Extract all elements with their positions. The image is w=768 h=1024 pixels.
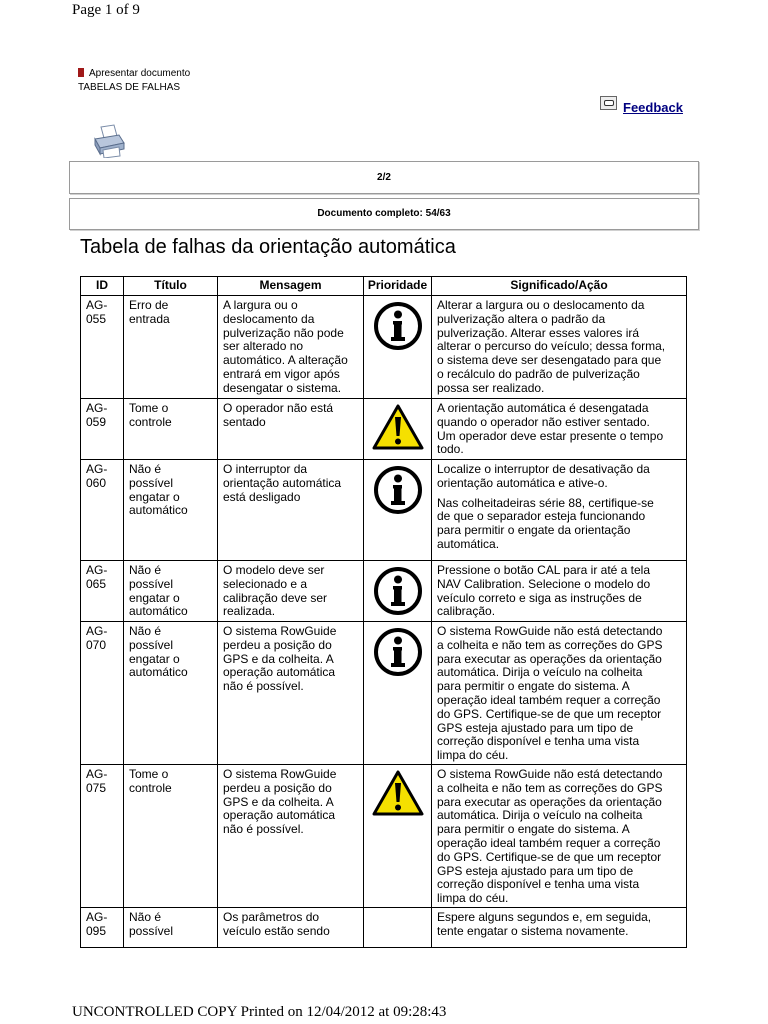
fault-title-cell: Não é possível engatar o automático <box>124 561 218 622</box>
fault-id-cell: AG- 065 <box>81 561 124 622</box>
fault-id-cell: AG- 075 <box>81 765 124 908</box>
fault-id-cell: AG- 060 <box>81 460 124 561</box>
meaning-action-cell <box>432 399 687 460</box>
table-row <box>81 561 687 622</box>
document-bullet-icon <box>78 68 84 77</box>
fault-id-cell: AG- 095 <box>81 908 124 948</box>
breadcrumb <box>78 67 190 95</box>
meaning-action-cell <box>432 296 687 399</box>
priority-cell <box>364 399 432 460</box>
priority-cell <box>364 765 432 908</box>
meaning-paragraph: A orientação automática é desengatada quando o operador não estiver sentado. Um operador deve estar presente o tempo todo. <box>437 401 664 457</box>
warning-icon <box>372 404 424 450</box>
priority-cell <box>364 908 432 948</box>
feedback-link[interactable] <box>600 96 683 115</box>
fault-message-cell: O operador não está sentado <box>218 399 364 460</box>
column-header: Mensagem <box>218 277 364 296</box>
present-document-link[interactable] <box>78 67 190 81</box>
info-icon <box>373 566 423 616</box>
fault-id-cell: AG- 055 <box>81 296 124 399</box>
fault-message-cell: Os parâmetros do veículo estão sendo <box>218 908 364 948</box>
meaning-paragraph: Espere alguns segundos e, em seguida, tente engatar o sistema novamente. <box>437 910 652 938</box>
meaning-paragraph: Nas colheitadeiras série 88, certifique-se de que o separador esteja funcionando para permitir o engate da orientação automática. <box>437 495 654 551</box>
fault-id-cell: AG- 070 <box>81 622 124 765</box>
fault-title-cell: Não é possível engatar o automático <box>124 460 218 561</box>
warning-icon <box>372 770 424 816</box>
table-row <box>81 460 687 561</box>
column-header: Prioridade <box>364 277 432 296</box>
meaning-action-cell <box>432 622 687 765</box>
fault-title-cell: Não é possível <box>124 908 218 948</box>
column-header: Título <box>124 277 218 296</box>
info-icon <box>373 301 423 351</box>
meaning-action-cell <box>432 765 687 908</box>
fault-message-cell: O modelo deve ser selecionado e a calibração deve ser realizada. <box>218 561 364 622</box>
page-number: Page 1 of 9 <box>72 2 140 18</box>
feedback-label[interactable]: Feedback <box>623 100 683 115</box>
fault-title-cell: Erro de entrada <box>124 296 218 399</box>
complete-document-count: Documento completo: 54/63 <box>317 208 451 219</box>
page-title: Tabela de falhas da orientação automática <box>80 236 456 258</box>
priority-cell <box>364 622 432 765</box>
table-body <box>81 296 687 948</box>
page-indicator-box <box>69 161 699 194</box>
fault-message-cell: O sistema RowGuide perdeu a posição do GPS e da colheita. A operação automática não é possível. <box>218 622 364 765</box>
meaning-paragraph: O sistema RowGuide não está detectando a colheita e não tem as correções do GPS para executar as operações da orientação automática. Dirija o veículo na colheita para permitir o engate do sistema. A operação ideal também requer a correção do GPS. Certifique-se de que um receptor GPS esteja ajustado para um tipo de correção disponível e tenha uma vista limpa do céu. <box>437 767 663 906</box>
table-header-row <box>81 277 687 296</box>
printer-icon[interactable] <box>92 124 126 158</box>
meaning-action-cell <box>432 460 687 561</box>
fault-message-cell: O sistema RowGuide perdeu a posição do GPS e da colheita. A operação automática não é possível. <box>218 765 364 908</box>
meaning-action-cell <box>432 908 687 948</box>
fault-title-cell: Tome o controle <box>124 765 218 908</box>
info-icon <box>373 465 423 515</box>
priority-cell <box>364 561 432 622</box>
fault-table <box>80 276 687 948</box>
complete-document-box <box>69 198 699 230</box>
fault-message-cell: A largura ou o deslocamento da pulverização não pode ser alterado no automático. A alteração entrará em vigor após desengatar o sistema. <box>218 296 364 399</box>
fault-id-cell: AG- 059 <box>81 399 124 460</box>
table-row <box>81 399 687 460</box>
table-row <box>81 296 687 399</box>
meaning-paragraph: Pressione o botão CAL para ir até a tela NAV Calibration. Selecione o modelo do veículo correto e siga as instruções de calibração. <box>437 563 651 619</box>
column-header: Significado/Ação <box>432 277 687 296</box>
priority-cell <box>364 460 432 561</box>
feedback-icon <box>600 96 617 110</box>
print-footer: UNCONTROLLED COPY Printed on 12/04/2012 at 09:28:43 <box>72 1004 447 1020</box>
section-label: TABELAS DE FALHAS <box>78 82 181 93</box>
priority-cell <box>364 296 432 399</box>
fault-message-cell: O interruptor da orientação automática está desligado <box>218 460 364 561</box>
page-indicator: 2/2 <box>377 172 391 183</box>
table-row <box>81 765 687 908</box>
meaning-paragraph: Localize o interruptor de desativação da orientação automática e ative-o. <box>437 462 650 490</box>
table-row <box>81 908 687 948</box>
fault-title-cell: Tome o controle <box>124 399 218 460</box>
info-icon <box>373 627 423 677</box>
table-row <box>81 622 687 765</box>
present-document-label: Apresentar documento <box>89 68 191 79</box>
meaning-action-cell <box>432 561 687 622</box>
meaning-paragraph: O sistema RowGuide não está detectando a colheita e não tem as correções do GPS para executar as operações da orientação automática. Dirija o veículo na colheita para permitir o engate do sistema. A operação ideal também requer a correção do GPS. Certifique-se de que um receptor GPS esteja ajustado para um tipo de correção disponível e tenha uma vista limpa do céu. <box>437 624 663 763</box>
fault-title-cell: Não é possível engatar o automático <box>124 622 218 765</box>
meaning-paragraph: Alterar a largura ou o deslocamento da pulverização altera o padrão da pulverização. Alterar esses valores irá alterar o percurso do veículo; dessa forma, o sistema deve ser desengatado para que o recálculo do padrão de pulverização possa ser realizado. <box>437 298 666 395</box>
column-header: ID <box>81 277 124 296</box>
